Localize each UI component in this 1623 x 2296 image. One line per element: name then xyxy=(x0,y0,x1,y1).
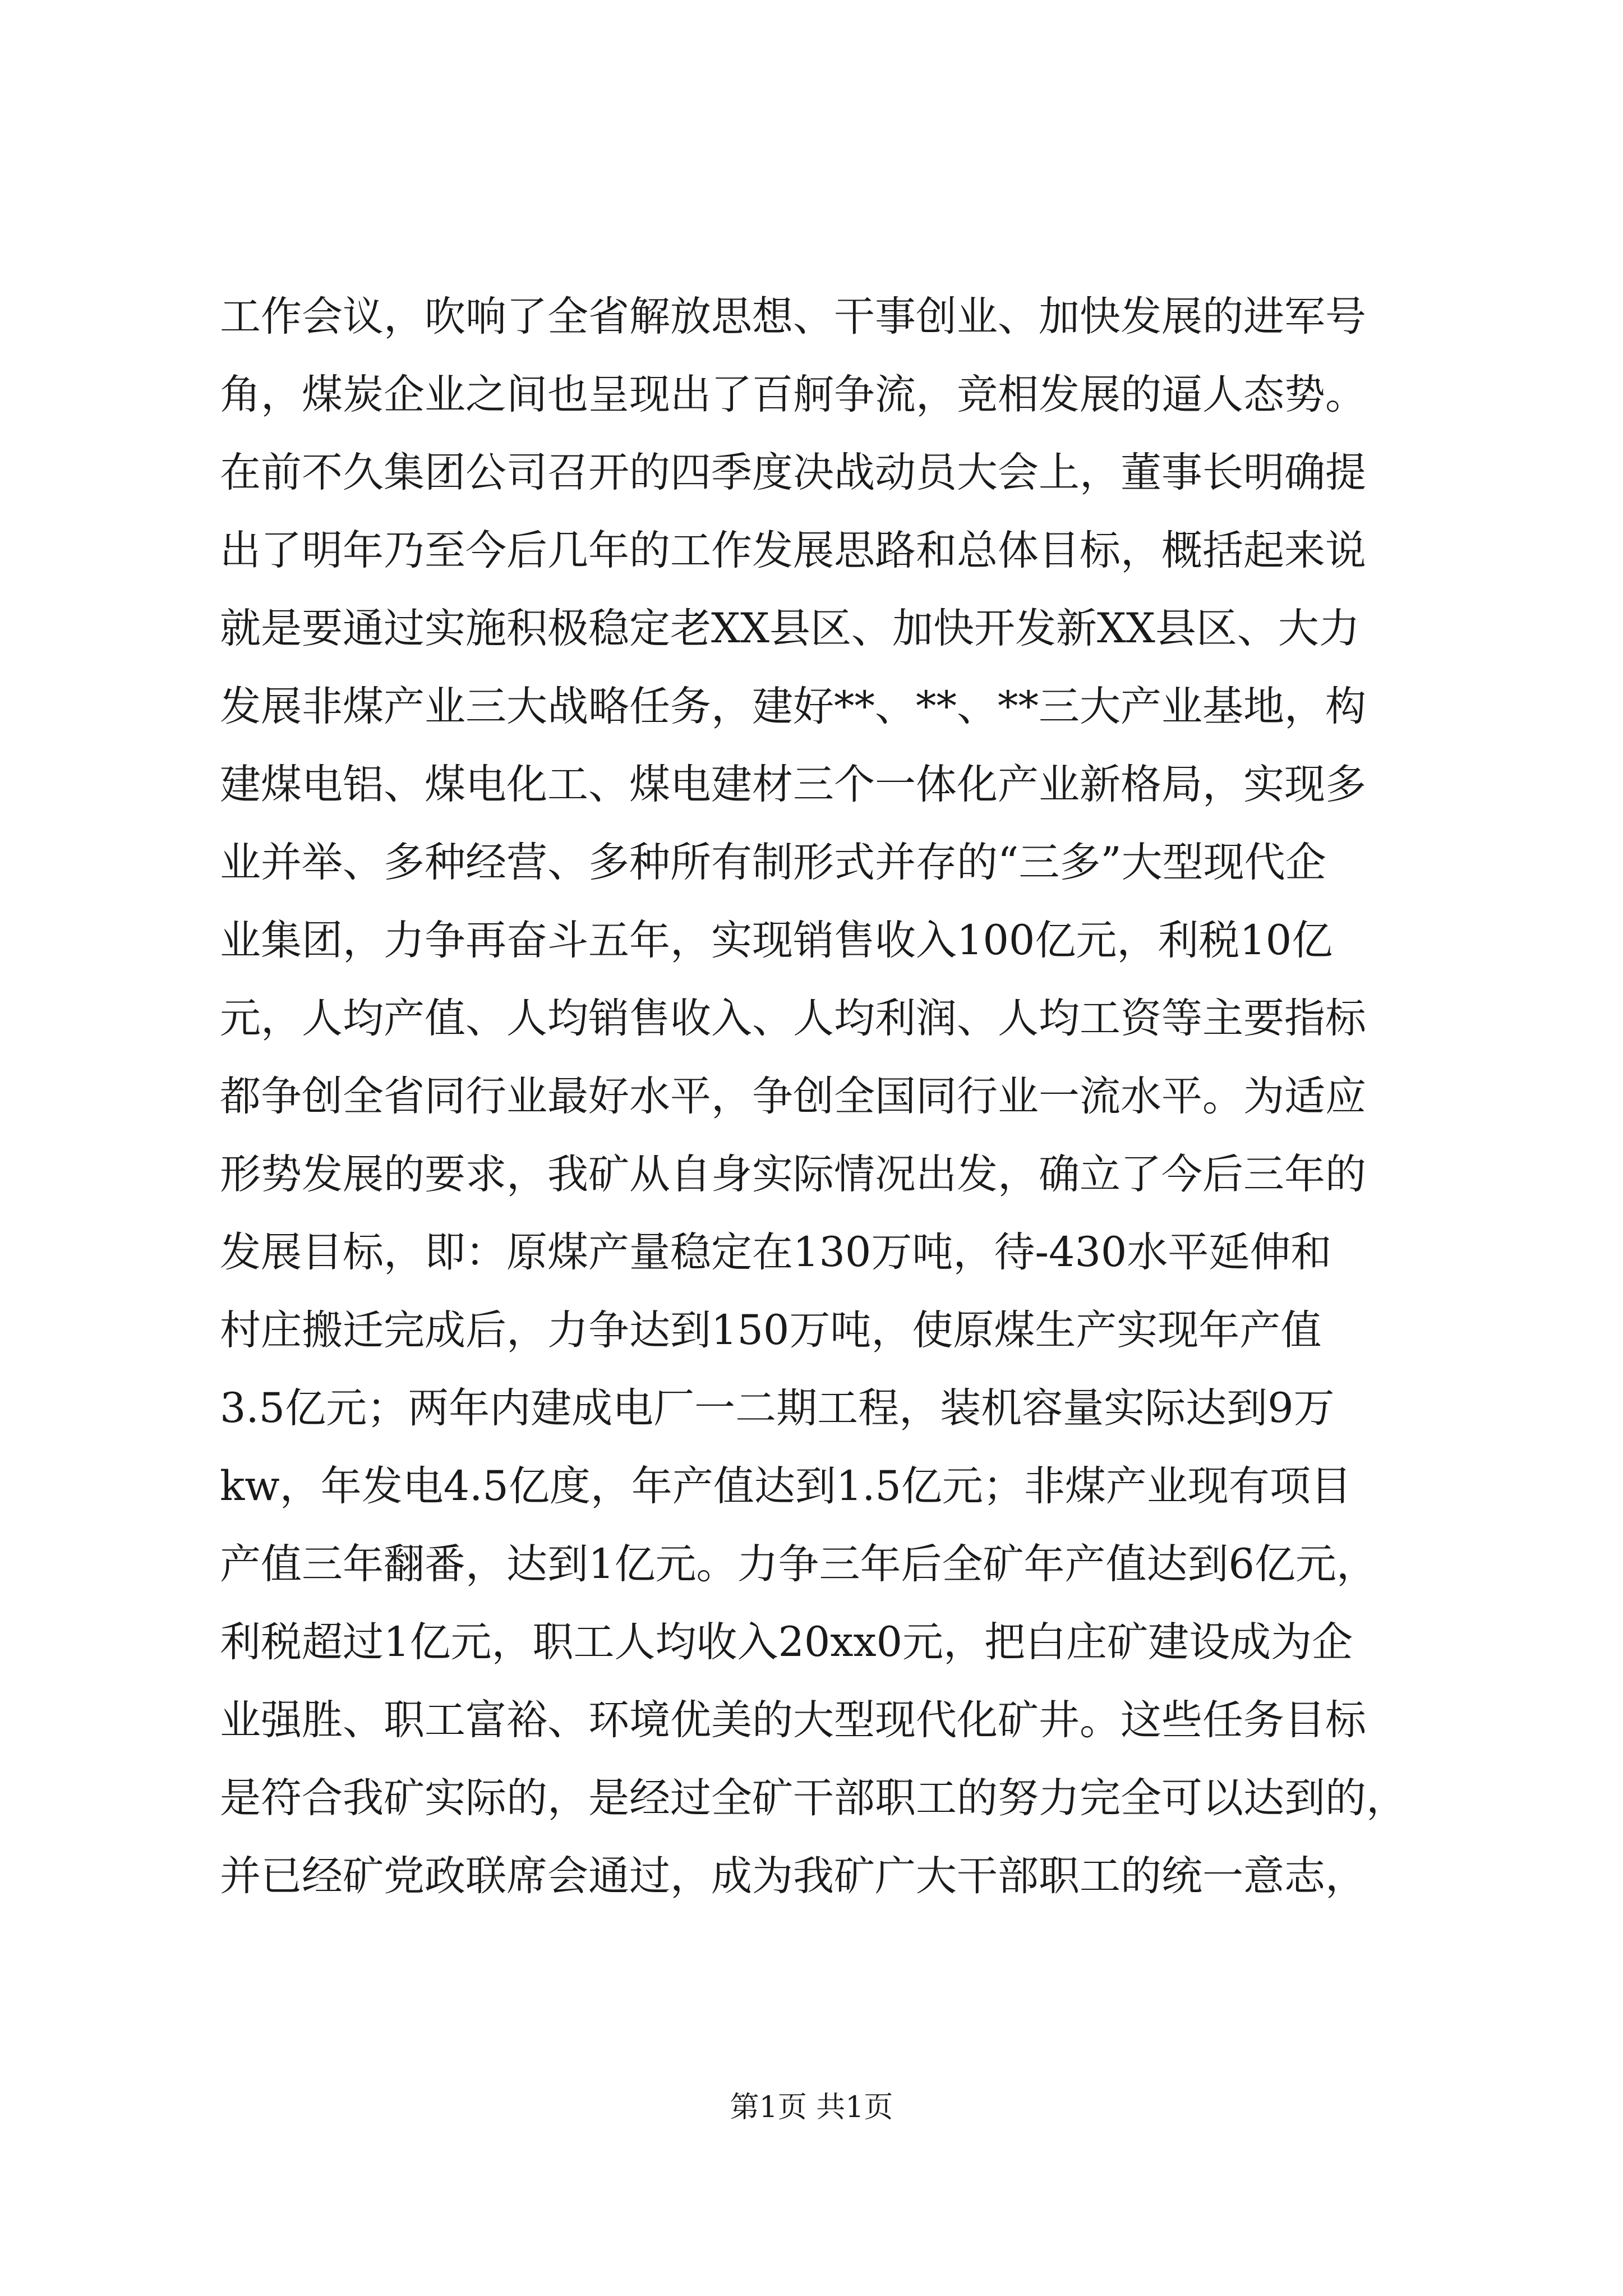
text-line: 业集团，力争再奋斗五年，实现销售收入100亿元，利税10亿 xyxy=(220,917,1333,964)
text-line: 角，煤炭企业之间也呈现出了百舸争流，竞相发展的逼人态势。 xyxy=(220,371,1366,418)
text-line: kw，年发电4.5亿度，年产值达到1.5亿元；非煤产业现有项目 xyxy=(220,1462,1352,1510)
text-line: 利税超过1亿元，职工人均收入20xx0元，把白庄矿建设成为企 xyxy=(220,1618,1353,1666)
text-line: 就是要通过实施积极稳定老XX县区、加快开发新XX县区、大力 xyxy=(220,605,1360,652)
page-footer: 第1页 共1页 xyxy=(730,2091,893,2124)
text-line: 建煤电铝、煤电化工、煤电建材三个一体化产业新格局，实现多 xyxy=(220,761,1366,808)
text-line: 产值三年翻番，达到1亿元。力争三年后全矿年产值达到6亿元， xyxy=(220,1540,1377,1588)
text-line: 发展非煤产业三大战略任务，建好**、**、**三大产业基地，构 xyxy=(220,683,1366,730)
text-line: 发展目标，即：原煤产量稳定在130万吨，待-430水平延伸和 xyxy=(220,1228,1332,1276)
text-line: 元，人均产值、人均销售收入、人均利润、人均工资等主要指标 xyxy=(220,995,1366,1042)
text-line: 形势发展的要求，我矿从自身实际情况出发，确立了今后三年的 xyxy=(220,1151,1366,1198)
text-line: 村庄搬迁完成后，力争达到150万吨，使原煤生产实现年产值 xyxy=(220,1306,1322,1354)
text-line: 工作会议，吹响了全省解放思想、干事创业、加快发展的进军号 xyxy=(220,293,1366,341)
text-line: 在前不久集团公司召开的四季度决战动员大会上，董事长明确提 xyxy=(220,449,1366,496)
text-line: 并已经矿党政联席会通过，成为我矿广大干部职工的统一意志， xyxy=(220,1852,1366,1900)
text-line: 业并举、多种经营、多种所有制形式并存的“三多”大型现代企 xyxy=(220,839,1326,886)
text-line: 3.5亿元；两年内建成电厂一二期工程，装机容量实际达到9万 xyxy=(220,1384,1335,1432)
text-line: 出了明年乃至今后几年的工作发展思路和总体目标，概括起来说 xyxy=(220,527,1366,574)
text-line: 业强胜、职工富裕、环境优美的大型现代化矿井。这些任务目标 xyxy=(220,1696,1366,1744)
text-line: 是符合我矿实际的，是经过全矿干部职工的努力完全可以达到的， xyxy=(220,1774,1407,1822)
text-line: 都争创全省同行业最好水平，争创全国同行业一流水平。为适应 xyxy=(220,1073,1366,1120)
